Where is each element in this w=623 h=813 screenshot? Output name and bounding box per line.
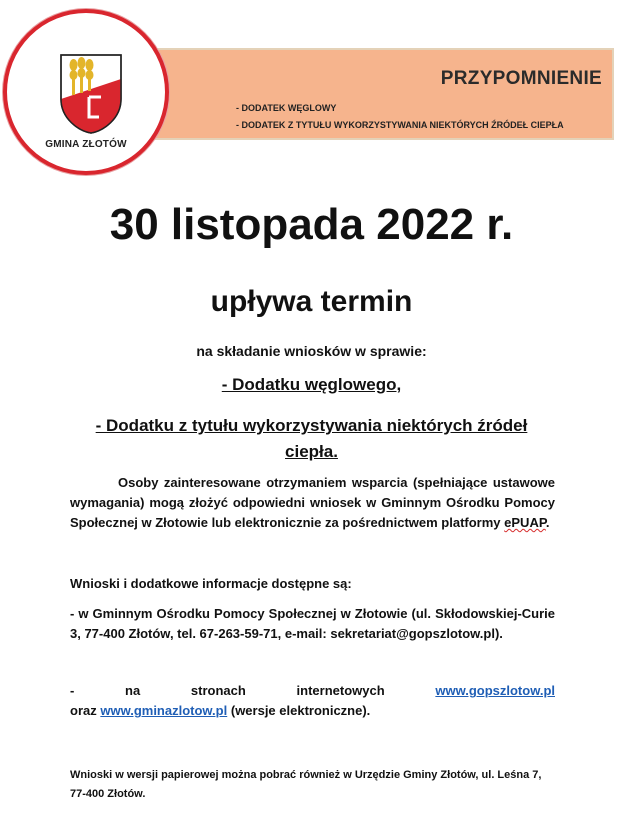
paragraph-websites — [70, 681, 555, 721]
websites-end: (wersje elektroniczne). — [230, 703, 371, 718]
link-gopszlotow[interactable]: www.gopszlotow.pl — [435, 683, 555, 698]
banner-title: PRZYPOMNIENIE — [440, 68, 602, 89]
epuap-word: ePUAP — [504, 515, 546, 530]
websites-word-stronach: stronach — [190, 683, 246, 698]
websites-word-oraz: oraz — [70, 703, 97, 718]
item-heat-allowance: - Dodatku z tytułu wykorzystywania niektórych źródeł ciepła. — [95, 416, 528, 461]
coat-of-arms-icon — [59, 53, 123, 135]
logo-label: GMINA ZŁOTÓW — [45, 139, 127, 150]
footer-note: Wnioski w wersji papierowej można pobrać również w Urzędzie Gminy Złotów, ul. Leśna 7, 77-400 Złotów. — [70, 769, 542, 800]
paragraph-availability: Wnioski i dodatkowe informacje dostępne są: — [70, 576, 352, 591]
subheading: na składanie wniosków w sprawie: — [196, 343, 427, 359]
banner-item-coal-allowance: - DODATEK WĘGLOWY — [236, 103, 337, 113]
paragraph-office-address: - w Gminnym Ośrodku Pomocy Społecznej w Złotowie (ul. Skłodowskiej-Curie 3, 77-400 Złotów, tel. 67-263-59-71, e-mail: sekretariat@gopszlotow.pl). — [70, 606, 555, 641]
websites-line — [70, 681, 555, 701]
reminder-banner — [122, 48, 614, 140]
paragraph-eligibility-end: . — [545, 515, 550, 530]
websites-word-internetowych: internetowych — [296, 683, 385, 698]
banner-list — [236, 100, 564, 134]
link-gminazlotow[interactable]: www.gminazlotow.pl — [100, 703, 228, 718]
item-coal-allowance: - Dodatku węglowego, — [221, 375, 402, 394]
websites-dash: - — [70, 683, 75, 698]
websites-line-2 — [70, 701, 555, 721]
deadline-heading: upływa termin — [210, 285, 413, 318]
paragraph-eligibility — [70, 473, 555, 533]
paragraph-eligibility-text: Osoby zainteresowane otrzymaniem wsparcia (spełniające ustawowe wymagania) mogą złożyć odpowiedni wniosek w Gminnym Ośrodku Pomocy Społecznej w Złotowie lub elektronicznie za pośrednictwem platformy — [70, 475, 555, 530]
banner-item-heat-allowance: - DODATEK Z TYTUŁU WYKORZYSTYWANIA NIEKTÓRYCH ŹRÓDEŁ CIEPŁA — [236, 120, 564, 130]
deadline-date: 30 listopada 2022 r. — [109, 200, 514, 249]
websites-word-na: na — [125, 683, 141, 698]
logo-badge — [3, 9, 169, 175]
